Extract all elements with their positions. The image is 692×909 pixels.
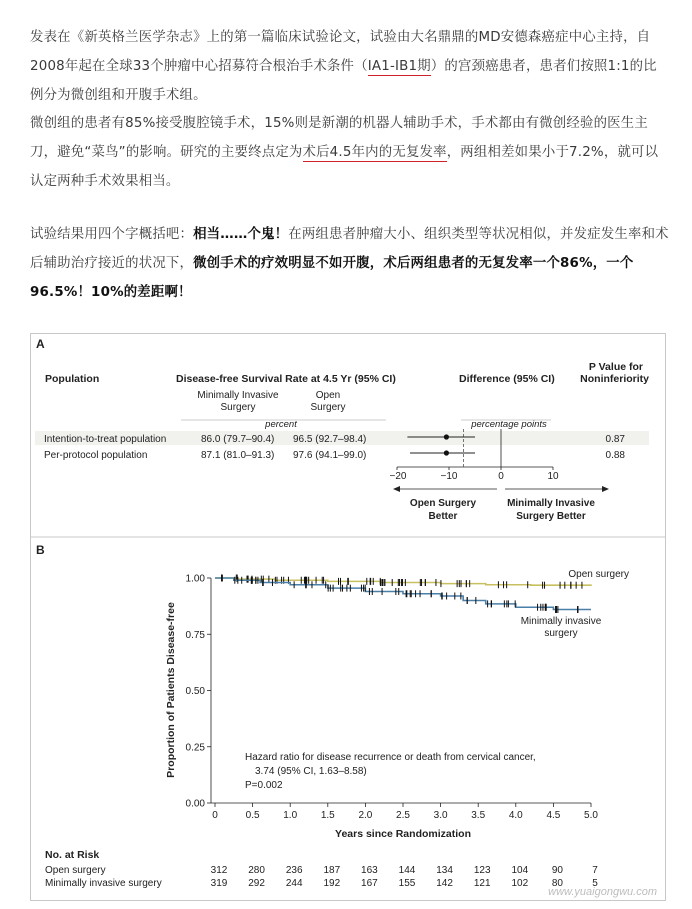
open-curve-label: Open surgery — [568, 569, 629, 580]
risk-value: 236 — [285, 865, 303, 876]
left-arrow-label-2: Better — [428, 511, 458, 522]
panel-b-label: B — [36, 543, 45, 557]
km-x-tick-label: 3.5 — [471, 810, 486, 821]
km-x-tick-label: 0.5 — [245, 810, 260, 821]
row-pp-p: 0.88 — [605, 450, 625, 461]
km-curves — [215, 575, 591, 614]
row-pp-population: Per-protocol population — [44, 450, 148, 461]
left-arrow-head — [393, 486, 400, 492]
km-x-tick-label: 4.0 — [508, 810, 523, 821]
km-y-tick-label: 0.50 — [185, 686, 205, 697]
risk-value: 167 — [361, 878, 378, 889]
col-p-line1: P Value for — [588, 361, 643, 373]
col-difference: Difference (95% CI) — [459, 373, 555, 385]
underlined-endpoint: 术后4.5年内的无复发率 — [302, 145, 447, 160]
mis-curve-label-1: Minimally invasive — [520, 616, 602, 627]
risk-value: 102 — [511, 878, 529, 889]
risk-value: 7 — [592, 865, 598, 876]
col-p-line2: Noninferiority — [580, 373, 649, 385]
unit-percent: percent — [265, 419, 297, 430]
paragraph-text: ）的宫颈癌患者，患者们按照1:1的比例分为微创组和开腹手术组。 — [30, 59, 657, 103]
hazard-ratio-line3: P=0.002 — [245, 780, 283, 791]
bold-conclusion: 微创手术的疗效明显不如开腹，术后两组患者的无复发率一个86%，一个96.5%！10%的差距啊！ — [30, 256, 634, 300]
km-x-tick-label: 3.0 — [433, 810, 448, 821]
km-x-tick-label: 1.0 — [283, 810, 298, 821]
axis-tick-label: −10 — [440, 471, 458, 482]
sub-open-line2: Surgery — [310, 402, 346, 413]
hazard-ratio-line2: 3.74 (95% CI, 1.63–8.58) — [255, 766, 367, 777]
figure-nejm — [30, 333, 666, 901]
km-y-tick-label: 0.00 — [185, 798, 205, 810]
forest-point — [444, 450, 449, 455]
km-x-tick-label: 4.5 — [546, 810, 561, 821]
km-ylabel: Proportion of Patients Disease-free — [165, 602, 177, 778]
row-itt-p: 0.87 — [605, 434, 625, 445]
risk-value: 80 — [551, 878, 563, 889]
km-x-tick-label: 1.5 — [320, 810, 335, 821]
risk-value: 163 — [361, 865, 378, 876]
km-y-tick-label: 0.25 — [185, 742, 205, 754]
km-x-tick-label: 0 — [212, 810, 218, 821]
sub-mis-line1: Minimally Invasive — [197, 390, 279, 401]
row-pp-open: 97.6 (94.1–99.0) — [293, 450, 367, 461]
right-arrow-head — [602, 486, 609, 492]
risk-value: 104 — [511, 865, 529, 876]
km-y-tick-label: 0.75 — [185, 629, 205, 641]
right-arrow-label-2: Surgery Better — [516, 511, 586, 522]
row-pp-mis: 87.1 (81.0–91.3) — [201, 450, 275, 461]
risk-title: No. at Risk — [45, 849, 100, 861]
hazard-ratio-line1: Hazard ratio for disease recurrence or death from cervical cancer, — [245, 752, 536, 763]
risk-value: 121 — [473, 878, 491, 889]
unit-pp: percentage points — [471, 419, 547, 430]
risk-value: 155 — [398, 878, 416, 889]
risk-value: 192 — [323, 878, 341, 889]
risk-value: 134 — [436, 865, 453, 876]
paragraph-text: ，两组相差如果小于7.2%，就可以认定两种手术效果相当。 — [30, 145, 659, 189]
right-arrow-label-1: Minimally Invasive — [507, 498, 595, 509]
paragraph-text: 在两组患者肿瘤大小、组织类型等状况相似，并发症发生率和术后辅助治疗接近的状况下， — [30, 227, 669, 271]
bold-phrase: 相当……个鬼！ — [193, 227, 289, 242]
figure-svg — [31, 334, 665, 900]
forest-point — [444, 434, 449, 439]
axis-tick-label: −20 — [389, 471, 407, 482]
risk-row-mis-name: Minimally invasive surgery — [45, 878, 162, 889]
risk-value: 312 — [210, 865, 228, 876]
paragraph-trial-design — [30, 109, 670, 196]
underlined-stage: IA1-IB1期 — [367, 59, 431, 74]
row-itt-population: Intention-to-treat population — [44, 434, 167, 445]
axis-tick-label: 10 — [547, 471, 559, 482]
km-x-tick-label: 2.5 — [396, 810, 410, 821]
paragraph-trial-intro — [30, 23, 670, 110]
risk-value: 5 — [592, 878, 598, 889]
col-population: Population — [45, 373, 100, 385]
risk-value: 244 — [285, 878, 303, 889]
paragraph-text: 试验结果用四个字概括吧： — [30, 227, 194, 242]
watermark: www.yuaigongwu.com — [548, 886, 657, 898]
row-itt-mis: 86.0 (79.7–90.4) — [201, 434, 275, 445]
km-x-tick-label: 5.0 — [584, 810, 598, 821]
sub-mis-line2: Surgery — [220, 402, 256, 413]
risk-value: 90 — [551, 865, 563, 876]
km-y-tick-label: 1.00 — [185, 573, 205, 585]
risk-value: 187 — [323, 865, 341, 876]
axis-tick-label: 0 — [498, 471, 504, 482]
panel-a-label: A — [36, 337, 45, 351]
risk-value: 142 — [436, 878, 453, 889]
km-xlabel: Years since Randomization — [335, 828, 471, 840]
paragraph-trial-result — [30, 220, 670, 307]
risk-value: 280 — [248, 865, 265, 876]
risk-value: 123 — [473, 865, 491, 876]
risk-values — [211, 865, 599, 889]
left-arrow-label-1: Open Surgery — [409, 498, 477, 509]
km-x-tick-label: 2.0 — [358, 810, 373, 821]
row-itt-open: 96.5 (92.7–98.4) — [293, 434, 367, 445]
paragraph-text: 微创组的患者有85%接受腹腔镜手术，15%则是新潮的机器人辅助手术，手术都由有微创经验的医生主刀，避免“菜鸟”的影响。研究的主要终点定为 — [30, 116, 648, 160]
risk-row-open-name: Open surgery — [45, 865, 106, 876]
risk-value: 319 — [210, 878, 228, 889]
mis-curve-label-2: surgery — [544, 628, 578, 639]
paragraph-text: 发表在《新英格兰医学杂志》上的第一篇临床试验论文，试验由大名鼎鼎的MD安德森癌症中心主持，自2008年起在全球33个肿瘤中心招募符合根治手术条件（ — [30, 30, 651, 74]
risk-value: 292 — [248, 878, 265, 889]
risk-value: 144 — [398, 865, 416, 876]
sub-open-line1: Open — [315, 390, 341, 401]
col-dfs: Disease-free Survival Rate at 4.5 Yr (95% CI) — [176, 373, 396, 385]
